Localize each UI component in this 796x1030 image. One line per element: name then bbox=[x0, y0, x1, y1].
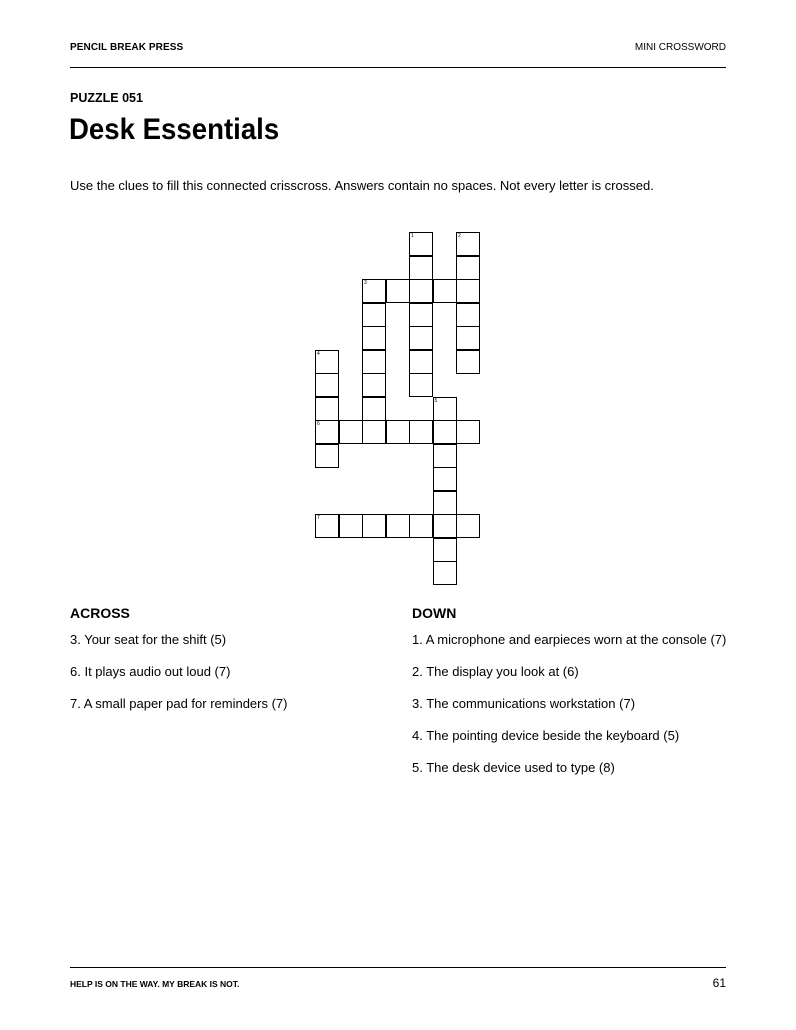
crossword-cell[interactable] bbox=[456, 303, 480, 327]
crossword-cell[interactable] bbox=[386, 279, 410, 303]
crossword-cell[interactable] bbox=[386, 420, 410, 444]
crossword-cell[interactable] bbox=[409, 256, 433, 280]
crossword-cell[interactable] bbox=[433, 397, 457, 421]
crossword-cell[interactable] bbox=[409, 420, 433, 444]
down-clue: 4. The pointing device beside the keyboard (5) bbox=[412, 728, 680, 743]
across-clue: 3. Your seat for the shift (5) bbox=[70, 632, 227, 647]
crossword-cell[interactable] bbox=[409, 326, 433, 350]
publisher-name: PENCIL BREAK PRESS bbox=[70, 42, 184, 53]
crossword-cell[interactable] bbox=[456, 232, 480, 256]
crossword-cell[interactable] bbox=[456, 420, 480, 444]
crossword-cell[interactable] bbox=[386, 514, 410, 538]
crossword-cell[interactable] bbox=[339, 514, 363, 538]
crossword-cell[interactable] bbox=[315, 397, 339, 421]
crossword-cell[interactable] bbox=[339, 420, 363, 444]
crossword-cell[interactable] bbox=[362, 350, 386, 374]
clue-number: 3 bbox=[364, 280, 367, 286]
across-clue: 7. A small paper pad for reminders (7) bbox=[70, 696, 288, 711]
crossword-cell[interactable] bbox=[409, 279, 433, 303]
crossword-cell[interactable] bbox=[433, 561, 457, 585]
crossword-cell[interactable] bbox=[456, 279, 480, 303]
crossword-cell[interactable] bbox=[433, 467, 457, 491]
crossword-cell[interactable] bbox=[433, 514, 457, 538]
crossword-cell[interactable] bbox=[409, 373, 433, 397]
crossword-cell[interactable] bbox=[456, 514, 480, 538]
clue-number: 6 bbox=[317, 421, 320, 427]
clue-number: 1 bbox=[411, 233, 414, 239]
footer-divider bbox=[70, 967, 726, 968]
across-heading: ACROSS bbox=[70, 605, 130, 621]
crossword-cell[interactable] bbox=[362, 514, 386, 538]
page-number: 61 bbox=[712, 976, 726, 990]
header-divider bbox=[70, 67, 726, 68]
down-clues bbox=[412, 605, 732, 791]
crossword-cell[interactable] bbox=[315, 444, 339, 468]
crossword-cell[interactable] bbox=[362, 303, 386, 327]
clue-number: 4 bbox=[317, 350, 320, 357]
crossword-cell[interactable] bbox=[362, 420, 386, 444]
clue-number: 5 bbox=[434, 397, 438, 404]
crossword-cell[interactable] bbox=[433, 420, 457, 444]
down-clue: 5. The desk device used to type (8) bbox=[412, 760, 615, 775]
clue-number: 7 bbox=[317, 515, 320, 521]
down-heading: DOWN bbox=[412, 605, 457, 621]
crossword-cell[interactable] bbox=[433, 538, 457, 562]
section-name: MINI CROSSWORD bbox=[634, 42, 726, 53]
crossword-cell[interactable] bbox=[315, 373, 339, 397]
down-clue: 2. The display you look at (6) bbox=[412, 664, 579, 679]
down-clue: 3. The communications workstation (7) bbox=[412, 696, 636, 711]
crossword-cell[interactable] bbox=[362, 373, 386, 397]
crossword-cell[interactable] bbox=[315, 350, 339, 374]
crossword-cell[interactable] bbox=[362, 279, 386, 303]
clue-number: 2 bbox=[458, 233, 461, 239]
puzzle-title: Desk Essentials bbox=[69, 113, 280, 146]
across-clue: 6. It plays audio out loud (7) bbox=[70, 664, 231, 679]
crossword-cell[interactable] bbox=[433, 444, 457, 468]
down-clue: 1. A microphone and earpieces worn at the console (7) bbox=[412, 632, 727, 647]
crossword-cell[interactable] bbox=[456, 326, 480, 350]
puzzle-instructions: Use the clues to fill this connected crisscross. Answers contain no spaces. Not every letter is crossed. bbox=[70, 178, 654, 193]
crossword-cell[interactable] bbox=[409, 232, 433, 256]
crossword-cell[interactable] bbox=[362, 326, 386, 350]
crossword-cell[interactable] bbox=[433, 279, 457, 303]
crossword-cell[interactable] bbox=[315, 514, 339, 538]
crossword-cell[interactable] bbox=[362, 397, 386, 421]
crossword-cell[interactable] bbox=[433, 491, 457, 515]
crossword-cell[interactable] bbox=[409, 303, 433, 327]
crossword-cell[interactable] bbox=[456, 350, 480, 374]
crossword-cell[interactable] bbox=[409, 514, 433, 538]
footer-tagline: HELP IS ON THE WAY. MY BREAK IS NOT. bbox=[70, 979, 240, 989]
crossword-cell[interactable] bbox=[315, 420, 339, 444]
across-clues bbox=[70, 605, 360, 727]
crossword-cell[interactable] bbox=[409, 350, 433, 374]
puzzle-number: PUZZLE 051 bbox=[70, 91, 143, 105]
crossword-cell[interactable] bbox=[456, 256, 480, 280]
